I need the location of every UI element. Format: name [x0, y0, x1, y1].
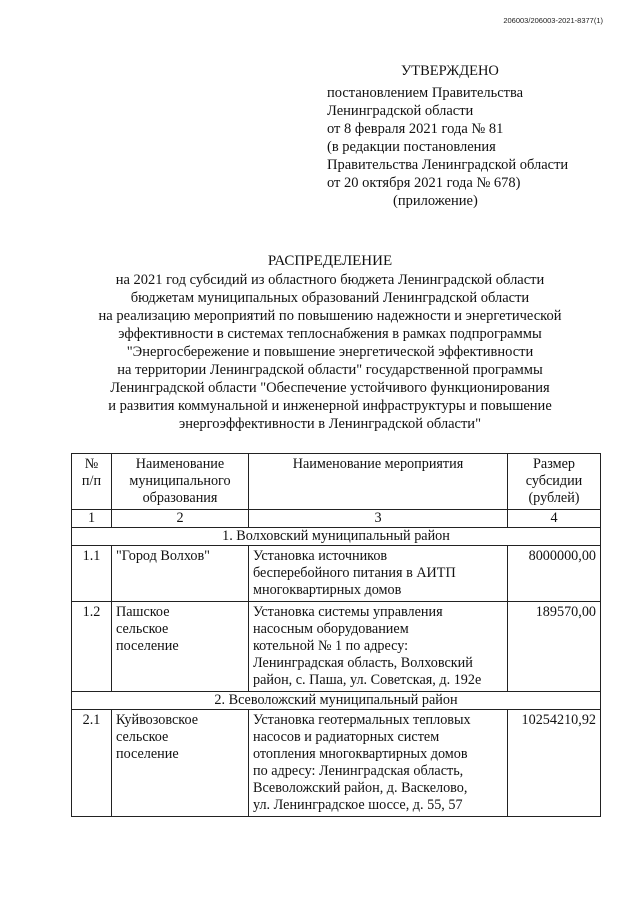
approval-title: УТВЕРЖДЕНО	[401, 63, 499, 79]
approval-line: (в редакции постановления	[327, 139, 496, 155]
row-municipality: Куйвозовское сельское поселение	[112, 710, 249, 817]
row-number: 1.1	[72, 546, 112, 602]
section-title: 1. Волховский муниципальный район	[72, 528, 601, 546]
subsidy-distribution-table	[71, 453, 601, 817]
table-row	[72, 602, 601, 692]
table-row	[72, 546, 601, 602]
document-description: на 2021 год субсидий из областного бюджета Ленинградской области бюджетам муниципальных образований Ленинградской области на реализацию мероприятий по повышению надежности и энергетической эффективности в системах теплоснабжения в рамках подпрограммы "Энергосбережение и повышение энергетической эффективности на территории Ленинградской области" государственной программы Ленинградской области "Обеспечение устойчивого функционирования и развития коммунальной и инженерной инфраструктуры и повышение энергоэффективности в Ленинградской области"	[98, 272, 562, 432]
column-number: 3	[249, 510, 508, 528]
approval-line: постановлением Правительства	[327, 85, 524, 101]
document-registration-number: 206003/206003-2021-8377(1)	[503, 16, 603, 25]
row-municipality: Пашское сельское поселение	[112, 602, 249, 692]
document-title: РАСПРЕДЕЛЕНИЕ	[267, 253, 393, 269]
row-amount: 8000000,00	[508, 546, 601, 602]
row-number: 1.2	[72, 602, 112, 692]
row-activity: Установка системы управления насосным оборудованием котельной № 1 по адресу: Ленинградская область, Волховский район, с. Паша, ул. Советская, д. 192е	[249, 602, 508, 692]
table-header-row	[72, 454, 601, 510]
column-number: 4	[508, 510, 601, 528]
column-number: 2	[112, 510, 249, 528]
approval-line: Ленинградской области	[327, 103, 474, 119]
header-municipality: Наименование муниципального образования	[112, 454, 249, 510]
header-amount: Размер субсидии (рублей)	[508, 454, 601, 510]
row-municipality: "Город Волхов"	[112, 546, 249, 602]
row-activity: Установка источников бесперебойного питания в АИТП многоквартирных домов	[249, 546, 508, 602]
approval-line: от 8 февраля 2021 года № 81	[327, 121, 504, 137]
section-row	[72, 528, 601, 546]
header-number: № п/п	[72, 454, 112, 510]
approval-line: Правительства Ленинградской области	[327, 157, 569, 173]
row-activity: Установка геотермальных тепловых насосов и радиаторных систем отопления многоквартирных домов по адресу: Ленинградская область, Всеволожский район, д. Васкелово, ул. Ленинградское шоссе, д. 55, 57	[249, 710, 508, 817]
column-number: 1	[72, 510, 112, 528]
approval-line: от 20 октября 2021 года № 678)	[327, 175, 521, 191]
section-title: 2. Всеволожский муниципальный район	[72, 692, 601, 710]
row-amount: 189570,00	[508, 602, 601, 692]
row-number: 2.1	[72, 710, 112, 817]
section-row	[72, 692, 601, 710]
row-amount: 10254210,92	[508, 710, 601, 817]
table-row	[72, 710, 601, 817]
document-heading	[80, 252, 580, 433]
header-activity: Наименование мероприятия	[249, 454, 508, 510]
column-numbers-row	[72, 510, 601, 528]
approval-line: (приложение)	[393, 193, 478, 209]
